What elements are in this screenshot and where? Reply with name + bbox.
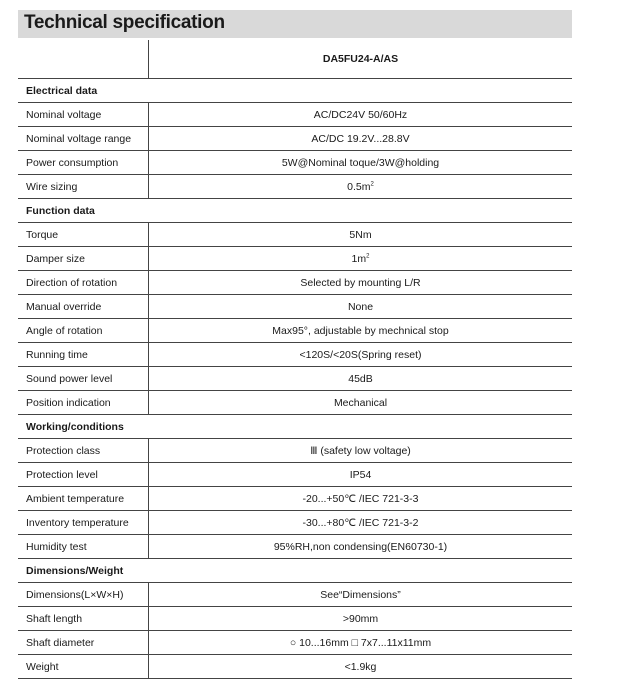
section-row [18,415,572,439]
spec-value-text: Mechanical [333,396,388,409]
spec-value [149,223,573,247]
spec-row [18,271,572,295]
spec-row [18,583,572,607]
spec-row [18,607,572,631]
spec-label: Nominal voltage range [18,127,149,151]
spec-row [18,463,572,487]
title-bar [18,10,572,38]
spec-row [18,295,572,319]
spec-label: Nominal voltage [18,103,149,127]
spec-label: Weight [18,655,149,679]
spec-value [149,511,573,535]
spec-value [149,607,573,631]
spec-label: Humidity test [18,535,149,559]
spec-label: Shaft diameter [18,631,149,655]
table-header-row [18,40,572,79]
spec-value [149,103,573,127]
spec-label: Dimensions(L×W×H) [18,583,149,607]
spec-label: Damper size [18,247,149,271]
spec-value-text: -30...+80℃ /IEC 721-3-2 [302,516,419,529]
spec-value-text: 5Nm [349,228,372,241]
spec-value [149,319,573,343]
spec-label: Position indication [18,391,149,415]
spec-row [18,631,572,655]
spec-value [149,247,573,271]
spec-row [18,223,572,247]
spec-label: Angle of rotation [18,319,149,343]
spec-row [18,343,572,367]
spec-value-text: >90mm [342,612,379,625]
spec-label: Power consumption [18,151,149,175]
spec-value [149,535,573,559]
section-row [18,199,572,223]
spec-value [149,367,573,391]
spec-label: Shaft length [18,607,149,631]
spec-label: Torque [18,223,149,247]
spec-value [149,151,573,175]
spec-label: Ambient temperature [18,487,149,511]
spec-value-superscript: 2 [370,181,374,187]
spec-label: Protection level [18,463,149,487]
spec-value [149,631,573,655]
spec-value [149,343,573,367]
spec-row [18,511,572,535]
section-title: Function data [18,199,572,223]
spec-value-text: 95%RH,non condensing(EN60730-1) [273,540,448,553]
spec-label: Manual override [18,295,149,319]
spec-label: Running time [18,343,149,367]
spec-row [18,487,572,511]
spec-row [18,151,572,175]
spec-value-text: IP54 [349,468,372,481]
spec-value-text: See“Dimensions” [320,588,401,601]
spec-label: Inventory temperature [18,511,149,535]
spec-row [18,247,572,271]
section-row [18,559,572,583]
header-blank-cell [18,40,149,79]
spec-value [149,487,573,511]
spec-value-text: AC/DC 19.2V...28.8V [311,132,410,145]
spec-label: Protection class [18,439,149,463]
spec-table [18,40,572,679]
spec-row [18,391,572,415]
section-row [18,79,572,103]
spec-value-text: Max95°, adjustable by mechnical stop [272,324,449,337]
spec-value [149,391,573,415]
spec-label: Sound power level [18,367,149,391]
model-name: DA5FU24-A/AS [149,40,573,79]
spec-value-text: Ⅲ (safety low voltage) [310,444,411,457]
page-title: Technical specification [24,12,225,33]
section-title: Electrical data [18,79,572,103]
spec-value-text: 0.5m [347,180,371,193]
spec-row [18,175,572,199]
spec-row [18,535,572,559]
spec-row [18,103,572,127]
spec-row [18,319,572,343]
spec-value-text: ○ 10...16mm □ 7x7...11x11mm [289,636,432,649]
spec-value-text: Selected by mounting L/R [300,276,421,289]
spec-value-text: None [347,300,374,313]
spec-row [18,367,572,391]
section-title: Working/conditions [18,415,572,439]
spec-value-text: AC/DC24V 50/60Hz [313,108,408,121]
spec-value [149,655,573,679]
spec-value-superscript: 2 [366,253,370,259]
spec-value-text: 1m [351,252,367,265]
spec-value [149,463,573,487]
spec-label: Wire sizing [18,175,149,199]
spec-value [149,439,573,463]
spec-value [149,271,573,295]
spec-value-text: -20...+50℃ /IEC 721-3-3 [302,492,419,505]
spec-value [149,127,573,151]
section-title: Dimensions/Weight [18,559,572,583]
spec-value-text: <1.9kg [344,660,377,673]
spec-value-text: 5W@Nominal toque/3W@holding [281,156,440,169]
spec-row [18,655,572,679]
spec-value-text: <120S/<20S(Spring reset) [299,348,422,361]
spec-value [149,175,573,199]
spec-value [149,295,573,319]
spec-value [149,583,573,607]
spec-row [18,127,572,151]
spec-value-text: 45dB [348,372,373,385]
spec-row [18,439,572,463]
spec-label: Direction of rotation [18,271,149,295]
